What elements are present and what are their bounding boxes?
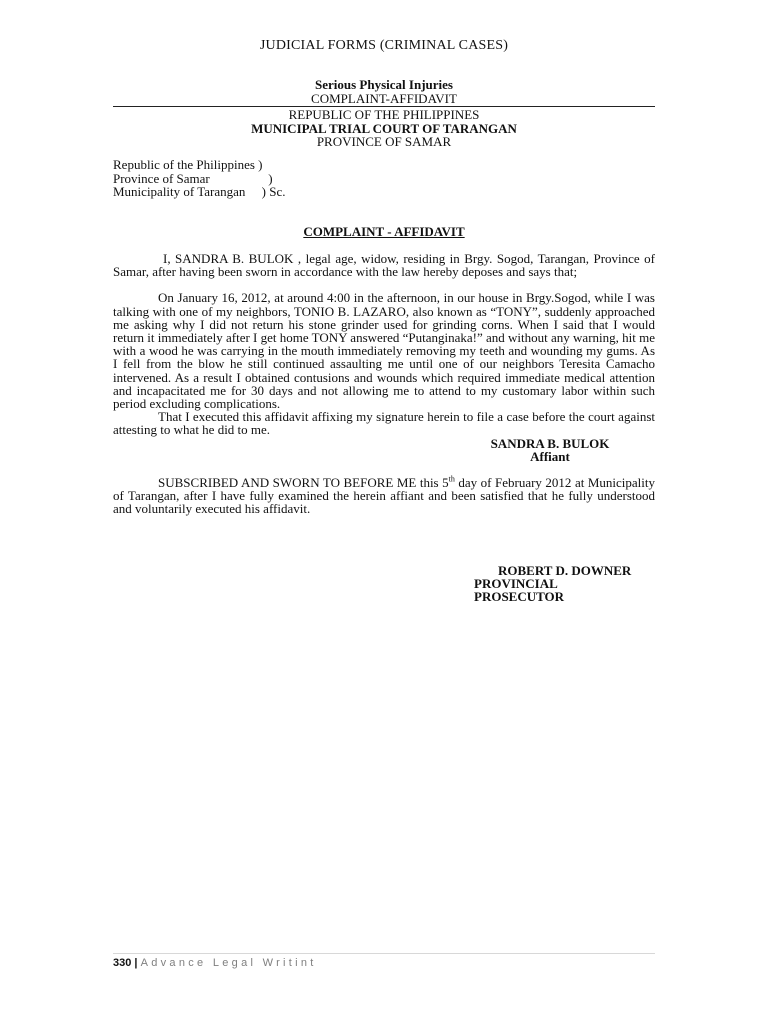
venue-line: Municipality of Tarangan ) Sc. [113, 184, 286, 199]
affiant-name: SANDRA B. BULOK [490, 435, 610, 451]
book-title: Advance Legal Writint [140, 957, 317, 969]
venue-block [113, 158, 286, 199]
prosecutor-signature [474, 564, 631, 604]
jurat-paragraph [113, 476, 655, 516]
province-line: PROVINCE OF SAMAR [316, 134, 452, 149]
prosecutor-title: PROVINCIAL [474, 576, 558, 592]
jurat-text: day of February 2012 at Municipality of Tarangan, after I have fully examined the herein affiant and been satisfied that he fully understood and voluntarily executed his affidavit. [113, 475, 655, 517]
affiant-role: Affiant [530, 448, 570, 464]
form-header [113, 78, 655, 149]
page-number: 330 [113, 957, 132, 969]
page-heading: JUDICIAL FORMS (CRIMINAL CASES) [259, 38, 509, 53]
affiant-signature [475, 437, 625, 463]
purpose-paragraph: That I executed this affidavit affixing my signature herein to file a case before the court against attesting to what he did to me. [113, 409, 655, 438]
affidavit-body [113, 252, 655, 516]
facts-paragraph: On January 16, 2012, at around 4:00 in the afternoon, in our house in Brgy.Sogod, while I was talking with one of my neighbors, TONIO B. LAZARO, also known as “TONY”, suddenly approached me asking why I did not return his stone grinder used for grinding corns. When I said that I would return it immediately after I get home TONY answered “Putanginaka!” and without any warning, hit me with a wood he was carrying in the mouth immediately removing my teeth and wounding my gums. As I fell from the blow he still continued assaulting me until one of our neighbors Teresita Camacho intervened. As a result I obtained contusions and wounds which required immediate medical attention and incapacitated me for 30 days and not allowing me to attend to my customary labor within such period excluding complications. [113, 290, 655, 412]
form-type: COMPLAINT-AFFIDAVIT [311, 90, 457, 106]
prosecutor-title: PROSECUTOR [474, 589, 565, 605]
court-name: MUNICIPAL TRIAL COURT OF TARANGAN [251, 120, 517, 136]
jurat-text: SUBSCRIBED AND SWORN TO BEFORE ME this 5 [158, 475, 449, 491]
republic-line: REPUBLIC OF THE PHILIPPINES [288, 107, 480, 122]
document-title: COMPLAINT - AFFIDAVIT [303, 224, 465, 239]
document-page [113, 0, 655, 1024]
page-footer [113, 953, 655, 969]
intro-paragraph: I, SANDRA B. BULOK , legal age, widow, residing in Brgy. Sogod, Tarangan, Province of Samar, after having been sworn in accordance with the law hereby deposes and says that; [113, 251, 655, 280]
prosecutor-name: ROBERT D. DOWNER [498, 563, 632, 578]
footer-separator: | [134, 957, 138, 969]
venue-line: Province of Samar ) [113, 170, 273, 186]
venue-line: Republic of the Philippines ) [113, 157, 263, 172]
ordinal-suffix: th [448, 474, 455, 484]
case-type: Serious Physical Injuries [315, 77, 453, 92]
